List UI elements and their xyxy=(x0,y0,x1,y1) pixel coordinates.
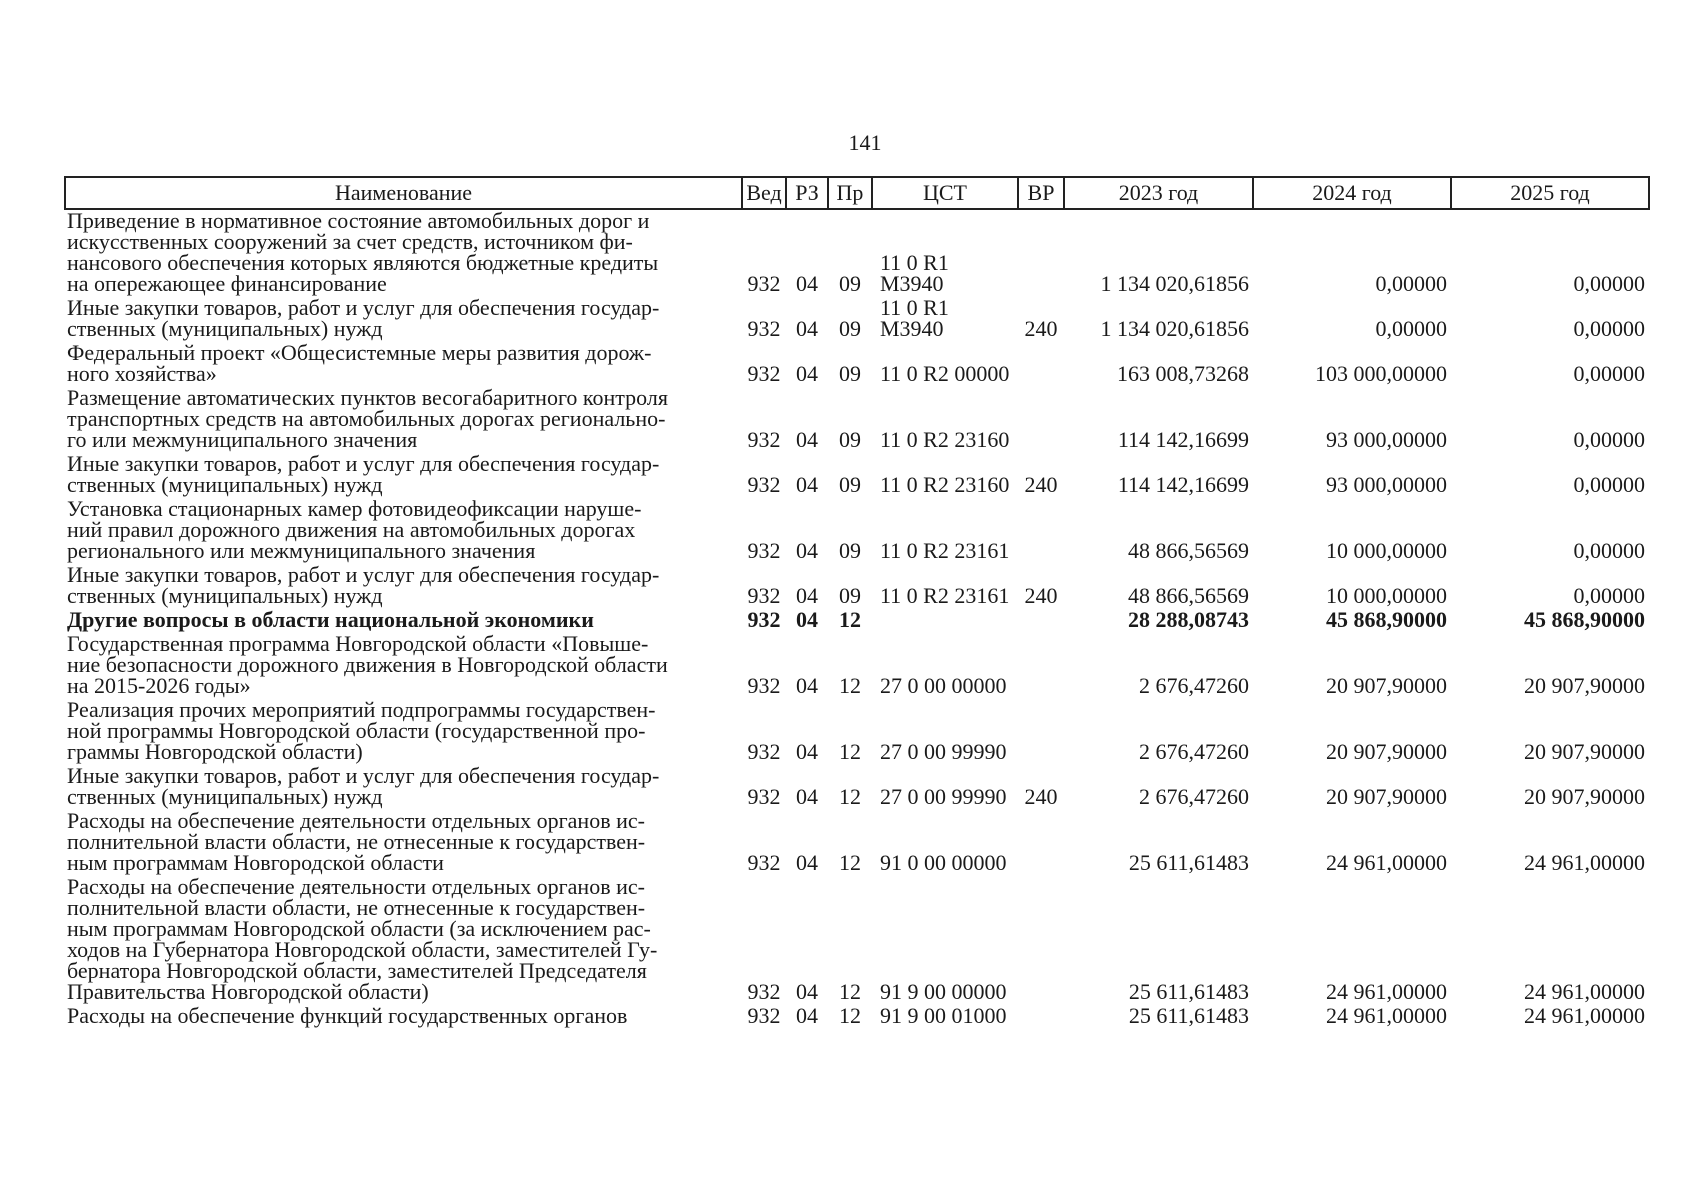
row-name-line: Иные закупки товаров, работ и услуг для обеспечения государ- xyxy=(67,451,660,476)
header-vr: ВР xyxy=(1018,177,1064,209)
row-name-line: искусственных сооружений за счет средств, источником фи- xyxy=(67,229,633,254)
row-name-cell xyxy=(65,342,742,387)
row-name-cell xyxy=(65,699,742,765)
row-name-cell xyxy=(65,810,742,876)
row-rz: 04 xyxy=(796,739,818,764)
row-cst-line: М3940 xyxy=(880,271,944,296)
row-cst-line: 11 0 R2 23160 xyxy=(880,427,1010,452)
row-pr: 09 xyxy=(839,316,861,341)
row-cst xyxy=(872,765,1018,810)
row-ved: 932 xyxy=(747,739,781,764)
row-2024: 10 000,00000 xyxy=(1326,583,1447,608)
row-rz: 04 xyxy=(796,583,818,608)
row-name-line: Установка стационарных камер фотовидеофиксации наруше- xyxy=(67,496,642,521)
row-cst xyxy=(872,609,1018,633)
row-name-line: Расходы на обеспечение деятельности отдельных органов ис- xyxy=(67,874,645,899)
table-row xyxy=(65,810,1649,876)
row-cst-line: 91 9 00 00000 xyxy=(880,979,1007,1004)
row-cst xyxy=(872,876,1018,1005)
row-name-line: ственных (муниципальных) нужд xyxy=(67,472,383,497)
row-cst xyxy=(872,297,1018,342)
row-cst-line: М3940 xyxy=(880,316,944,341)
row-ved: 932 xyxy=(747,427,781,452)
row-cst xyxy=(872,209,1018,297)
row-name-line: транспортных средств на автомобильных дорогах регионально- xyxy=(67,406,666,431)
row-rz: 04 xyxy=(796,316,818,341)
budget-table xyxy=(64,176,1650,1029)
row-rz: 04 xyxy=(796,271,818,296)
row-name-cell xyxy=(65,498,742,564)
row-cst-line: 11 0 R2 23161 xyxy=(880,583,1010,608)
row-name-cell xyxy=(65,564,742,609)
table-row xyxy=(65,453,1649,498)
header-2023: 2023 год xyxy=(1064,177,1253,209)
row-cst-line: 27 0 00 99990 xyxy=(880,784,1007,809)
row-cst-line: 91 9 00 01000 xyxy=(880,1003,1007,1028)
row-vr xyxy=(1018,342,1064,387)
row-2024: 20 907,90000 xyxy=(1326,784,1447,809)
row-name-line: регионального или межмуниципального значения xyxy=(67,538,536,563)
row-pr: 09 xyxy=(839,427,861,452)
row-vr xyxy=(1018,699,1064,765)
row-name-line: Иные закупки товаров, работ и услуг для обеспечения государ- xyxy=(67,295,660,320)
row-pr: 12 xyxy=(839,784,861,809)
row-cst xyxy=(872,342,1018,387)
row-cst-line: 27 0 00 99990 xyxy=(880,739,1007,764)
row-cst-line: 11 0 R2 23160 xyxy=(880,472,1010,497)
row-2023: 1 134 020,61856 xyxy=(1100,316,1249,341)
row-name-line: Правительства Новгородской области) xyxy=(67,979,429,1004)
row-2024: 24 961,00000 xyxy=(1326,979,1447,1004)
row-name-cell xyxy=(65,297,742,342)
row-pr: 12 xyxy=(839,979,861,1004)
row-2024: 24 961,00000 xyxy=(1326,850,1447,875)
row-name-line: Расходы на обеспечение деятельности отдельных органов ис- xyxy=(67,808,645,833)
row-name-cell xyxy=(65,765,742,810)
row-rz: 04 xyxy=(796,607,818,632)
row-cst-line: 11 0 R1 xyxy=(880,250,949,275)
row-ved: 932 xyxy=(747,979,781,1004)
row-vr xyxy=(1018,1005,1064,1029)
row-name-cell xyxy=(65,387,742,453)
row-name-line: ственных (муниципальных) нужд xyxy=(67,316,383,341)
row-2023: 163 008,73268 xyxy=(1117,361,1249,386)
row-vr xyxy=(1018,387,1064,453)
row-name-line: полнительной власти области, не отнесенные к государствен- xyxy=(67,895,646,920)
row-2025: 45 868,90000 xyxy=(1524,607,1645,632)
row-vr xyxy=(1018,633,1064,699)
row-name-cell xyxy=(65,453,742,498)
row-2024: 10 000,00000 xyxy=(1326,538,1447,563)
row-vr: 240 xyxy=(1024,316,1058,341)
row-name-line: нансового обеспечения которых являются бюджетные кредиты xyxy=(67,250,659,275)
row-rz: 04 xyxy=(796,850,818,875)
header-2025: 2025 год xyxy=(1451,177,1649,209)
row-name-cell xyxy=(65,609,742,633)
row-cst xyxy=(872,498,1018,564)
row-name-cell xyxy=(65,633,742,699)
row-vr xyxy=(1018,209,1064,297)
row-cst xyxy=(872,387,1018,453)
row-rz: 04 xyxy=(796,361,818,386)
row-rz: 04 xyxy=(796,784,818,809)
row-2025: 0,00000 xyxy=(1573,361,1645,386)
row-name-line: ного хозяйства» xyxy=(67,361,217,386)
row-2024: 103 000,00000 xyxy=(1315,361,1447,386)
row-vr xyxy=(1018,498,1064,564)
row-2025: 0,00000 xyxy=(1573,538,1645,563)
row-name-line: Приведение в нормативное состояние автомобильных дорог и xyxy=(67,208,650,233)
row-2023: 25 611,61483 xyxy=(1128,850,1249,875)
row-ved: 932 xyxy=(747,361,781,386)
row-cst xyxy=(872,564,1018,609)
row-rz: 04 xyxy=(796,979,818,1004)
row-name-line: Государственная программа Новгородской области «Повыше- xyxy=(67,631,649,656)
row-ved: 932 xyxy=(747,472,781,497)
table-row xyxy=(65,297,1649,342)
table-row xyxy=(65,209,1649,297)
row-2025: 0,00000 xyxy=(1573,583,1645,608)
row-2023: 25 611,61483 xyxy=(1128,979,1249,1004)
row-name-line: ственных (муниципальных) нужд xyxy=(67,583,383,608)
row-2025: 20 907,90000 xyxy=(1524,739,1645,764)
row-ved: 932 xyxy=(747,271,781,296)
table-row xyxy=(65,699,1649,765)
table-row xyxy=(65,765,1649,810)
row-name-line: ходов на Губернатора Новгородской области, заместителей Гу- xyxy=(67,937,658,962)
row-cst-line: 27 0 00 00000 xyxy=(880,673,1007,698)
row-name-line: ственных (муниципальных) нужд xyxy=(67,784,383,809)
row-rz: 04 xyxy=(796,538,818,563)
row-2025: 24 961,00000 xyxy=(1524,1003,1645,1028)
row-cst-line: 11 0 R2 23161 xyxy=(880,538,1010,563)
row-pr: 12 xyxy=(839,739,861,764)
row-2025: 0,00000 xyxy=(1573,271,1645,296)
row-rz: 04 xyxy=(796,472,818,497)
row-pr: 09 xyxy=(839,538,861,563)
row-name-line: Другие вопросы в области национальной экономики xyxy=(67,607,594,632)
row-vr xyxy=(1018,609,1064,633)
row-name-line: Расходы на обеспечение функций государственных органов xyxy=(67,1003,628,1028)
row-name-line: полнительной власти области, не отнесенные к государствен- xyxy=(67,829,646,854)
row-cst xyxy=(872,810,1018,876)
row-2023: 1 134 020,61856 xyxy=(1100,271,1249,296)
row-name-line: ным программам Новгородской области xyxy=(67,850,444,875)
table-row xyxy=(65,342,1649,387)
table-body xyxy=(65,209,1649,1029)
row-pr: 09 xyxy=(839,472,861,497)
row-2024: 20 907,90000 xyxy=(1326,673,1447,698)
row-2024: 93 000,00000 xyxy=(1326,427,1447,452)
row-ved: 932 xyxy=(747,673,781,698)
row-name-line: бернатора Новгородской области, заместителей Председателя xyxy=(67,958,647,983)
row-name-line: ным программам Новгородской области (за исключением рас- xyxy=(67,916,651,941)
row-2025: 24 961,00000 xyxy=(1524,979,1645,1004)
row-name-line: ной программы Новгородской области (государственной про- xyxy=(67,718,646,743)
row-vr: 240 xyxy=(1024,784,1058,809)
row-pr: 12 xyxy=(839,673,861,698)
row-name-line: Реализация прочих мероприятий подпрограммы государствен- xyxy=(67,697,656,722)
row-2024: 0,00000 xyxy=(1375,316,1447,341)
table-row xyxy=(65,387,1649,453)
row-pr: 12 xyxy=(839,850,861,875)
row-ved: 932 xyxy=(747,784,781,809)
row-2023: 2 676,47260 xyxy=(1139,784,1249,809)
row-vr xyxy=(1018,876,1064,1005)
header-pr: Пр xyxy=(828,177,872,209)
row-cst xyxy=(872,699,1018,765)
row-cst xyxy=(872,453,1018,498)
row-vr xyxy=(1018,810,1064,876)
row-cst xyxy=(872,633,1018,699)
row-cst xyxy=(872,1005,1018,1029)
row-ved: 932 xyxy=(747,538,781,563)
header-rz: РЗ xyxy=(786,177,828,209)
row-2024: 93 000,00000 xyxy=(1326,472,1447,497)
table-row xyxy=(65,609,1649,633)
row-rz: 04 xyxy=(796,673,818,698)
page-number: 141 xyxy=(848,130,882,155)
row-ved: 932 xyxy=(747,850,781,875)
row-ved: 932 xyxy=(747,1003,781,1028)
row-2023: 25 611,61483 xyxy=(1128,1003,1249,1028)
row-2025: 0,00000 xyxy=(1573,427,1645,452)
table-header-row xyxy=(65,177,1649,209)
row-pr: 12 xyxy=(839,1003,861,1028)
table-row xyxy=(65,876,1649,1005)
row-name-line: на 2015-2026 годы» xyxy=(67,673,251,698)
row-2025: 20 907,90000 xyxy=(1524,673,1645,698)
table-row xyxy=(65,564,1649,609)
row-vr: 240 xyxy=(1024,472,1058,497)
row-2025: 20 907,90000 xyxy=(1524,784,1645,809)
row-2023: 114 142,16699 xyxy=(1117,472,1249,497)
row-cst-line: 11 0 R1 xyxy=(880,295,949,320)
table-row xyxy=(65,498,1649,564)
row-vr: 240 xyxy=(1024,583,1058,608)
row-name-cell xyxy=(65,876,742,1005)
row-rz: 04 xyxy=(796,1003,818,1028)
table-row xyxy=(65,1005,1649,1029)
row-name-line: ний правил дорожного движения на автомобильных дорогах xyxy=(67,517,636,542)
row-name-line: Иные закупки товаров, работ и услуг для обеспечения государ- xyxy=(67,562,660,587)
header-ved: Вед xyxy=(742,177,786,209)
row-2023: 48 866,56569 xyxy=(1128,583,1249,608)
row-name-cell xyxy=(65,209,742,297)
header-name: Наименование xyxy=(65,177,742,209)
row-2023: 2 676,47260 xyxy=(1139,739,1249,764)
row-2023: 48 866,56569 xyxy=(1128,538,1249,563)
row-pr: 09 xyxy=(839,583,861,608)
row-name-line: Федеральный проект «Общесистемные меры развития дорож- xyxy=(67,340,652,365)
header-2024: 2024 год xyxy=(1253,177,1451,209)
table-row xyxy=(65,633,1649,699)
row-rz: 04 xyxy=(796,427,818,452)
row-pr: 09 xyxy=(839,271,861,296)
row-ved: 932 xyxy=(747,607,781,632)
row-pr: 09 xyxy=(839,361,861,386)
row-cst-line: 11 0 R2 00000 xyxy=(880,361,1010,386)
row-cst-line: 91 0 00 00000 xyxy=(880,850,1007,875)
row-2024: 45 868,90000 xyxy=(1326,607,1447,632)
row-2025: 0,00000 xyxy=(1573,316,1645,341)
row-2023: 28 288,08743 xyxy=(1128,607,1249,632)
row-2024: 20 907,90000 xyxy=(1326,739,1447,764)
row-name-line: го или межмуниципального значения xyxy=(67,427,418,452)
row-name-line: Иные закупки товаров, работ и услуг для обеспечения государ- xyxy=(67,763,660,788)
row-2024: 24 961,00000 xyxy=(1326,1003,1447,1028)
row-ved: 932 xyxy=(747,583,781,608)
row-2023: 2 676,47260 xyxy=(1139,673,1249,698)
row-name-cell xyxy=(65,1005,742,1029)
header-cst: ЦСТ xyxy=(872,177,1018,209)
row-2024: 0,00000 xyxy=(1375,271,1447,296)
row-ved: 932 xyxy=(747,316,781,341)
row-name-line: Размещение автоматических пунктов весогабаритного контроля xyxy=(67,385,668,410)
row-name-line: граммы Новгородской области) xyxy=(67,739,363,764)
row-name-line: на опережающее финансирование xyxy=(67,271,387,296)
row-name-line: ние безопасности дорожного движения в Новгородской области xyxy=(67,652,668,677)
row-2025: 24 961,00000 xyxy=(1524,850,1645,875)
row-2023: 114 142,16699 xyxy=(1117,427,1249,452)
row-2025: 0,00000 xyxy=(1573,472,1645,497)
row-pr: 12 xyxy=(839,607,861,632)
